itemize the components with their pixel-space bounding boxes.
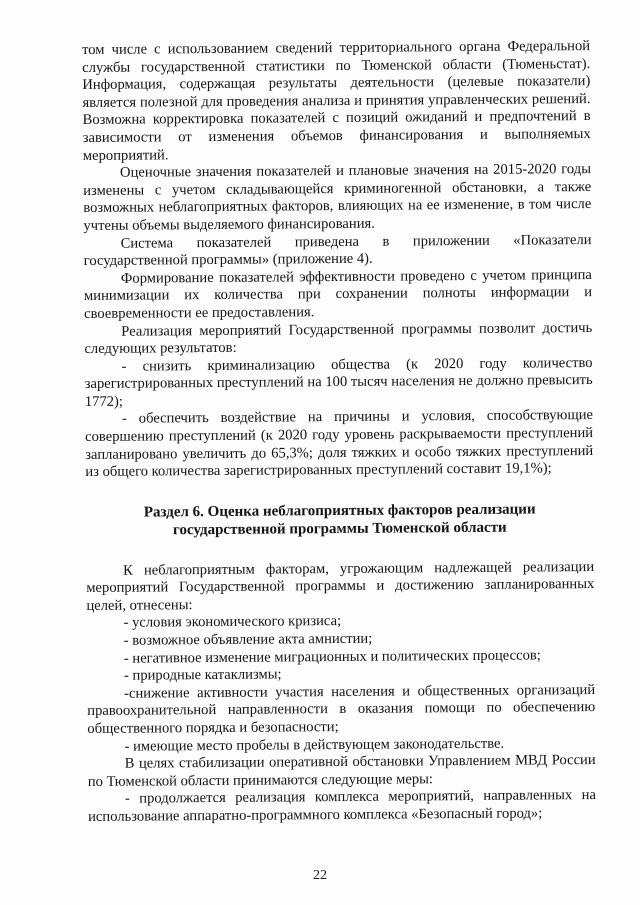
list-item-paragraph: - обеспечить воздействие на причины и условия, способствующие совершению преступлений (к 2020 году уровень раскрываемости преступлений запланировано увеличить до 65,3%; доля тяжких и особо тяжких преступлений из общего количества зарегистрированных преступлений составит 19,1%);	[85, 407, 594, 481]
text-block-before-section	[82, 38, 593, 482]
body-paragraph: Реализация мероприятий Государственной программы позволит достичь следующих результатов:	[84, 319, 593, 358]
page-body	[82, 38, 596, 827]
body-paragraph: Формирование показателей эффективности проведено с учетом принципа минимизации их количества при сохранении полноты информации и своевременности ее предоставления.	[83, 266, 593, 322]
list-item-paragraph: -снижение активности участия населения и общественных организаций правоохранительной направленности в оказания помощи по обеспечению общественного порядка и безопасности;	[87, 681, 596, 737]
list-item-paragraph: - имеющие место пробелы в действующем законодательстве.	[124, 735, 505, 755]
list-item-paragraph: - негативное изменение миграционных и политических процессов;	[123, 647, 541, 667]
body-paragraph: К неблагоприятным факторам, угрожающим надлежащей реализации мероприятий Государственной программы и достижению запланированных целей, отнесены:	[86, 558, 595, 614]
list-item-paragraph: - продолжается реализация комплекса мероприятий, направленных на использование аппаратно-программного комплекса «Безопасный город»;	[88, 787, 596, 825]
list-item-paragraph: - возможное объявление акта амнистии;	[123, 630, 373, 649]
text-block-after-section	[86, 559, 596, 827]
section-heading: Раздел 6. Оценка неблагоприятных факторов реализации государственной программы Тюменской области	[143, 501, 536, 539]
body-paragraph: Оценочные значения показателей и плановые значения на 2015-2020 годы изменены с учетом складывающейся криминогенной обстановки, а также возможных неблагоприятных факторов, влияющих на ее изменение, в том числе учтены объемы выделяемого финансирования.	[83, 161, 592, 234]
body-paragraph: том числе с использованием сведений территориального органа Федеральной службы государственной статистики по Тюменской области (Тюменьстат). Информация, содержащая результаты деятельности (целевые показатели) является полезной для проведения анализа и принятия управленческих решений. Возможна корректировка показателей с позиций ожиданий и предпочтений в зависимости от изменения объемов финансирования и выполняемых мероприятий.	[82, 38, 591, 164]
page-number: 22	[313, 868, 327, 883]
body-paragraph: В целях стабилизации оперативной обстановки Управлением МВД России по Тюменской области принимаются следующие меры:	[87, 752, 596, 790]
list-item-paragraph: - природные катаклизмы;	[123, 666, 282, 684]
list-item-paragraph: - снизить криминализацию общества (к 2020 году количество зарегистрированных преступлений на 100 тысяч населения не должно превысить 1772);	[84, 354, 593, 410]
list-item-paragraph: - условия экономического кризиса;	[123, 613, 342, 632]
body-paragraph: Система показателей приведена в приложении «Показатели государственной программы» (приложение 4).	[83, 231, 592, 270]
